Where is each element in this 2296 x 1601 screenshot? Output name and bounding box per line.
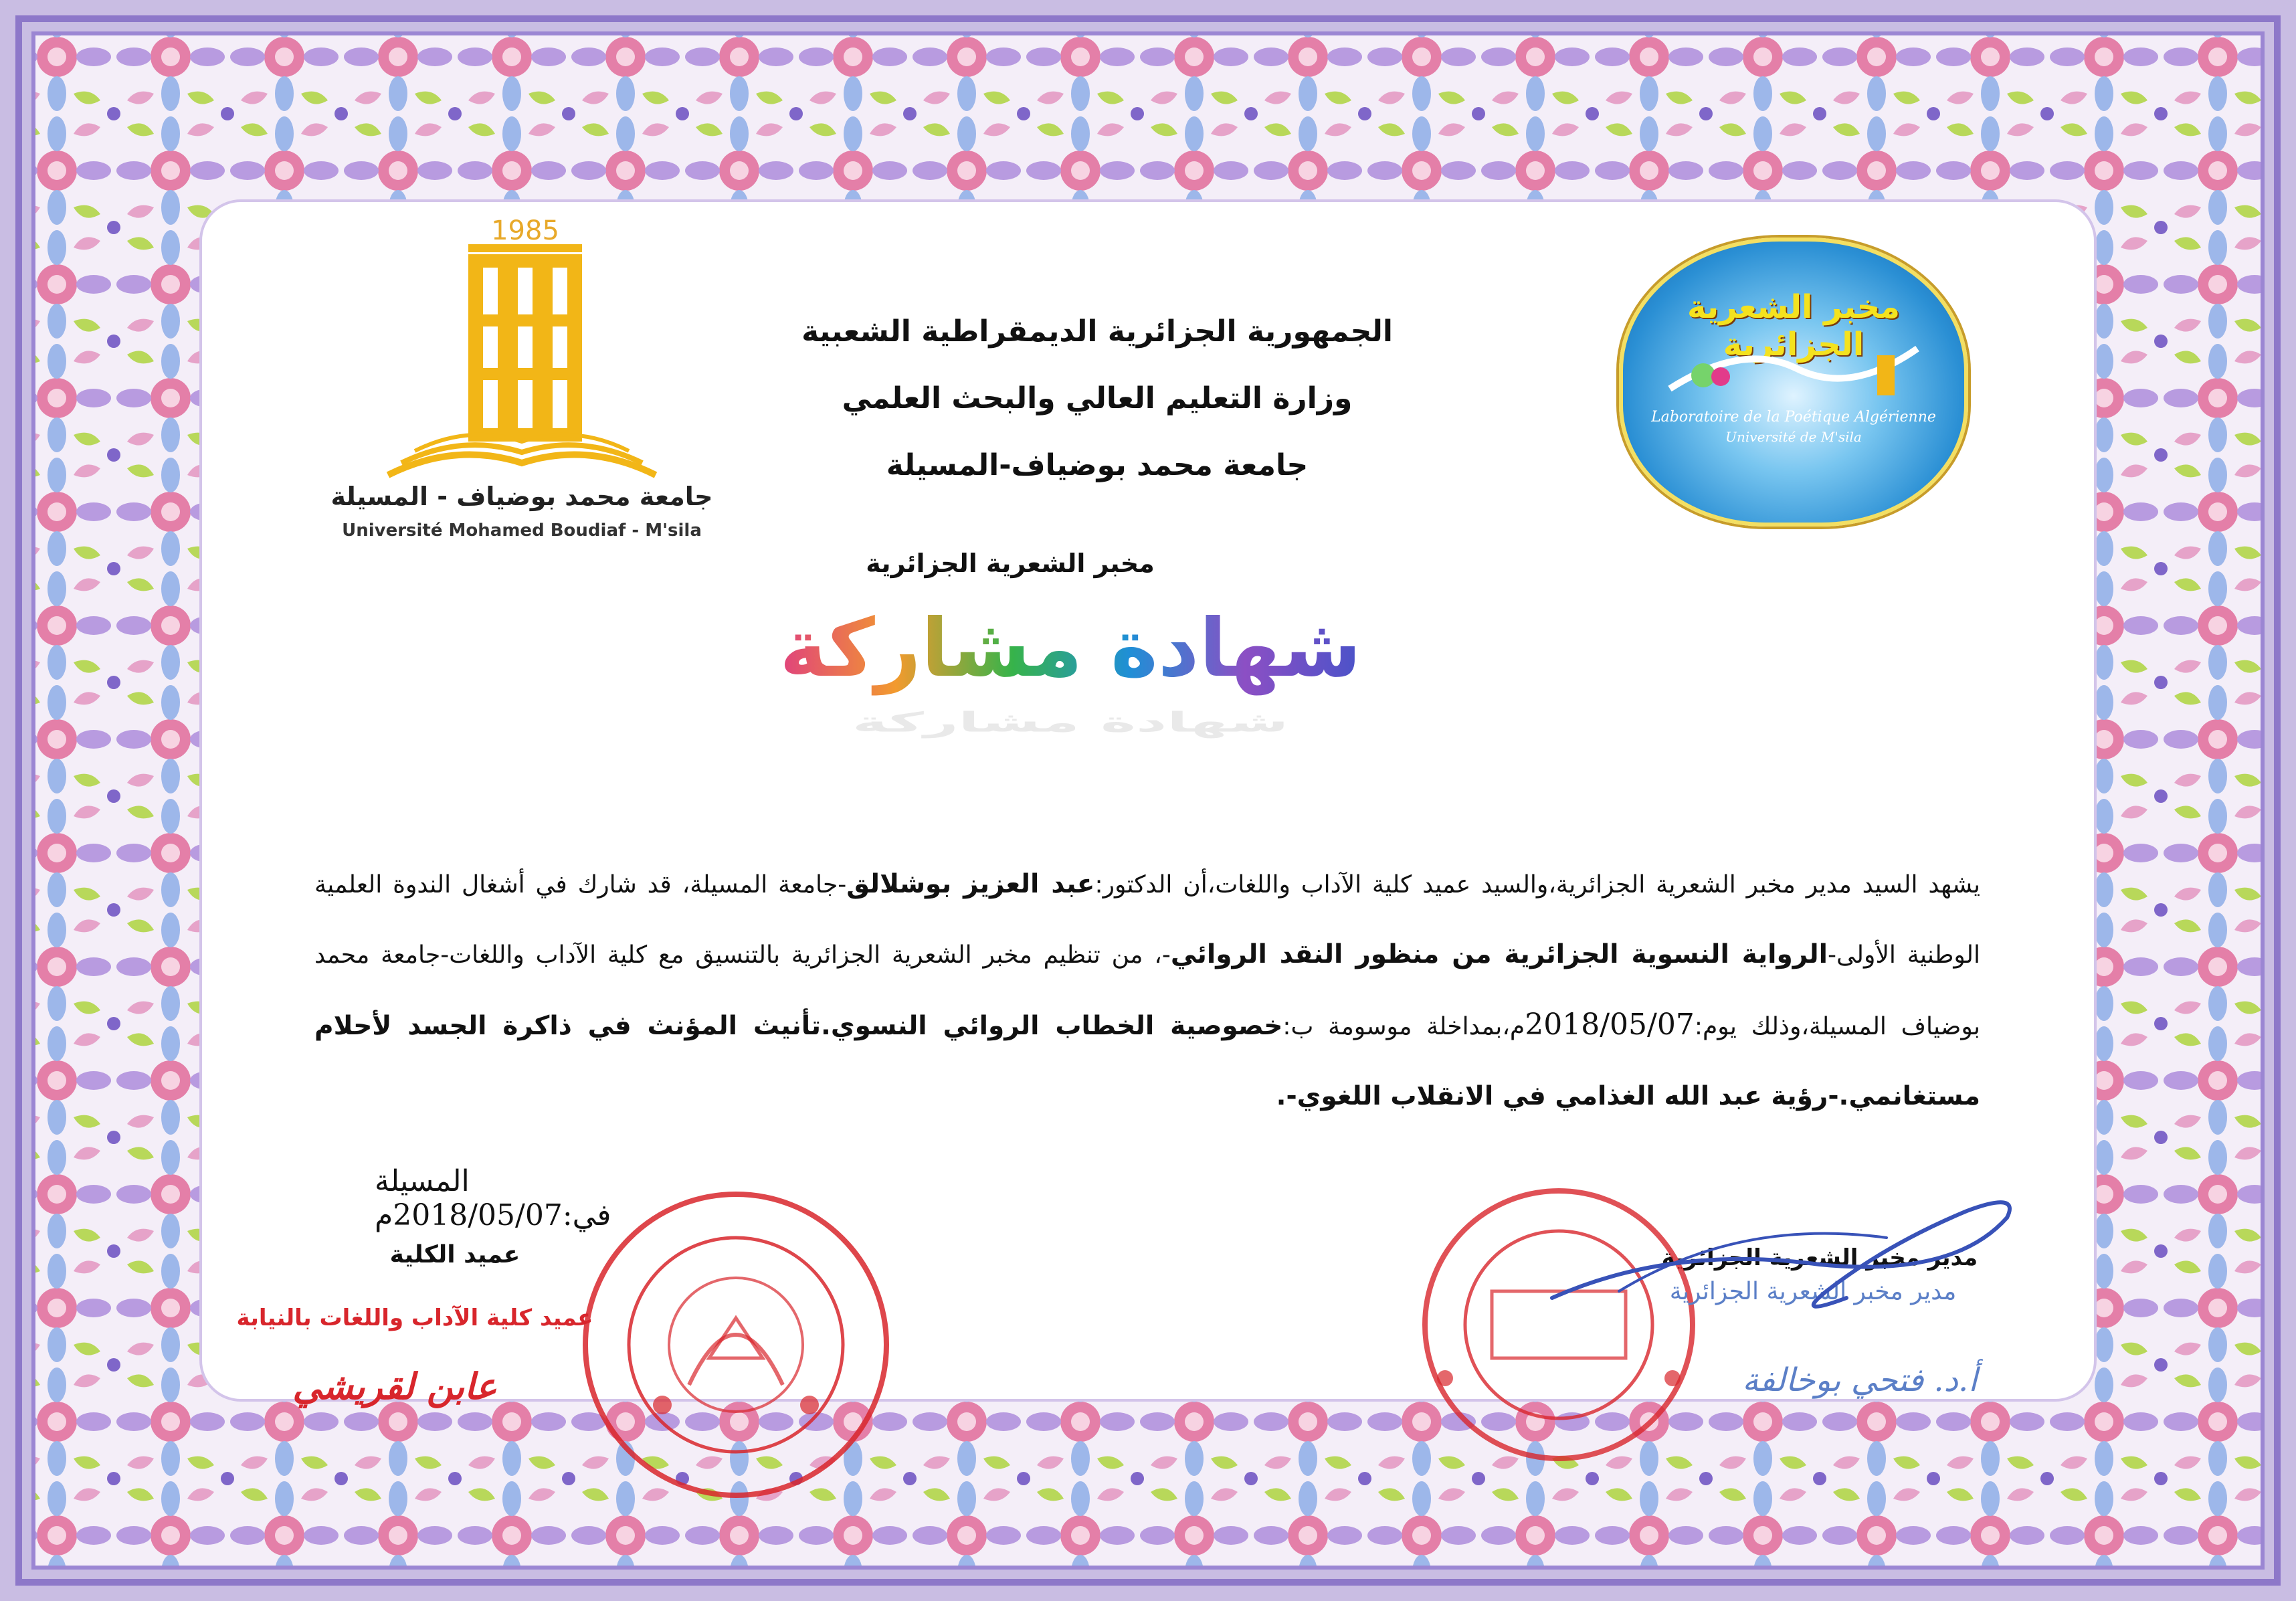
director-signature-name: أ.د. فتحي بوخالفة [1742, 1361, 1978, 1399]
body-paper-intro: م،بمداخلة موسومة ب: [1282, 1013, 1525, 1040]
header-university: جامعة محمد بوضياف-المسيلة [886, 448, 1309, 482]
event-date: 2018/05/07 [1525, 1008, 1695, 1042]
dean-signature-name: عابن لقريشي [292, 1365, 497, 1408]
body-participation: -جامعة المسيلة، قد شارك في أشغال الندوة العلمية الوطنية الأولى- [314, 871, 1980, 969]
certificate-body [314, 850, 1980, 1132]
certificate-title-reflection: شهادة مشاركة [852, 707, 1288, 739]
paper-title: خصوصية الخطاب الروائي النسوي.تأنيث المؤنث في ذاكرة الجسد لأحلام مستغانمي.-رؤية عبد الله الغذامي في الانقلاب اللغوي-. [314, 1011, 1980, 1111]
body-intro: يشهد السيد مدير مخبر الشعرية الجزائرية،والسيد عميد كلية الآداب واللغات،أن الدكتور: [1094, 871, 1981, 899]
dean-signature-text: عميد كلية الآداب واللغات بالنيابة [236, 1305, 593, 1331]
issue-date-suffix: م [375, 1198, 393, 1232]
header-ministry: وزارة التعليم العالي والبحث العلمي [842, 381, 1353, 415]
certificate-title-text: شهادة مشاركة [779, 602, 1361, 695]
lab-logo [1619, 238, 1968, 527]
director-label: مدير مخبر الشعرية الجزائرية [1661, 1244, 1978, 1271]
issue-date: 2018/05/07 [393, 1198, 563, 1232]
dean-label: عميد الكلية [389, 1241, 520, 1268]
university-logo-name-fr: Université Mohamed Boudiaf - M'sila [342, 521, 702, 541]
header-republic: الجمهورية الجزائرية الديمقراطية الشعبية [801, 314, 1393, 349]
director-signature-text: مدير مخبر الشعرية الجزائرية [1669, 1278, 1957, 1305]
director-signature-scribble [1539, 1164, 2047, 1338]
lab-logo-bird-icon [1663, 335, 1924, 402]
body-organizer: -، من تنظيم مخبر الشعرية الجزائرية بالتنسيق مع كلية الآداب واللغات-جامعة محمد بوضياف المسيلة،وذلك يوم: [314, 941, 1980, 1040]
lab-logo-university: Université de M'sila [1725, 429, 1862, 445]
certificate-title [702, 589, 1438, 743]
lab-logo-subtitle: Laboratoire de la Poétique Algérienne [1651, 409, 1936, 426]
lab-logo-title: مخبر الشعرية الجزائرية [1687, 288, 1900, 363]
event-title: الرواية النسوية الجزائرية من منظور النقد الروائي [1170, 939, 1828, 969]
lab-name-line: مخبر الشعرية الجزائرية [866, 549, 1155, 578]
ministry-stamp-left [575, 1184, 896, 1505]
recipient-name: عبد العزيز بوشلالق [846, 869, 1095, 899]
university-logo-name-ar: جامعة محمد بوضياف - المسيلة [330, 482, 713, 511]
place-label: المسيلة في: [375, 1164, 611, 1232]
university-founding-year: 1985 [491, 215, 559, 246]
